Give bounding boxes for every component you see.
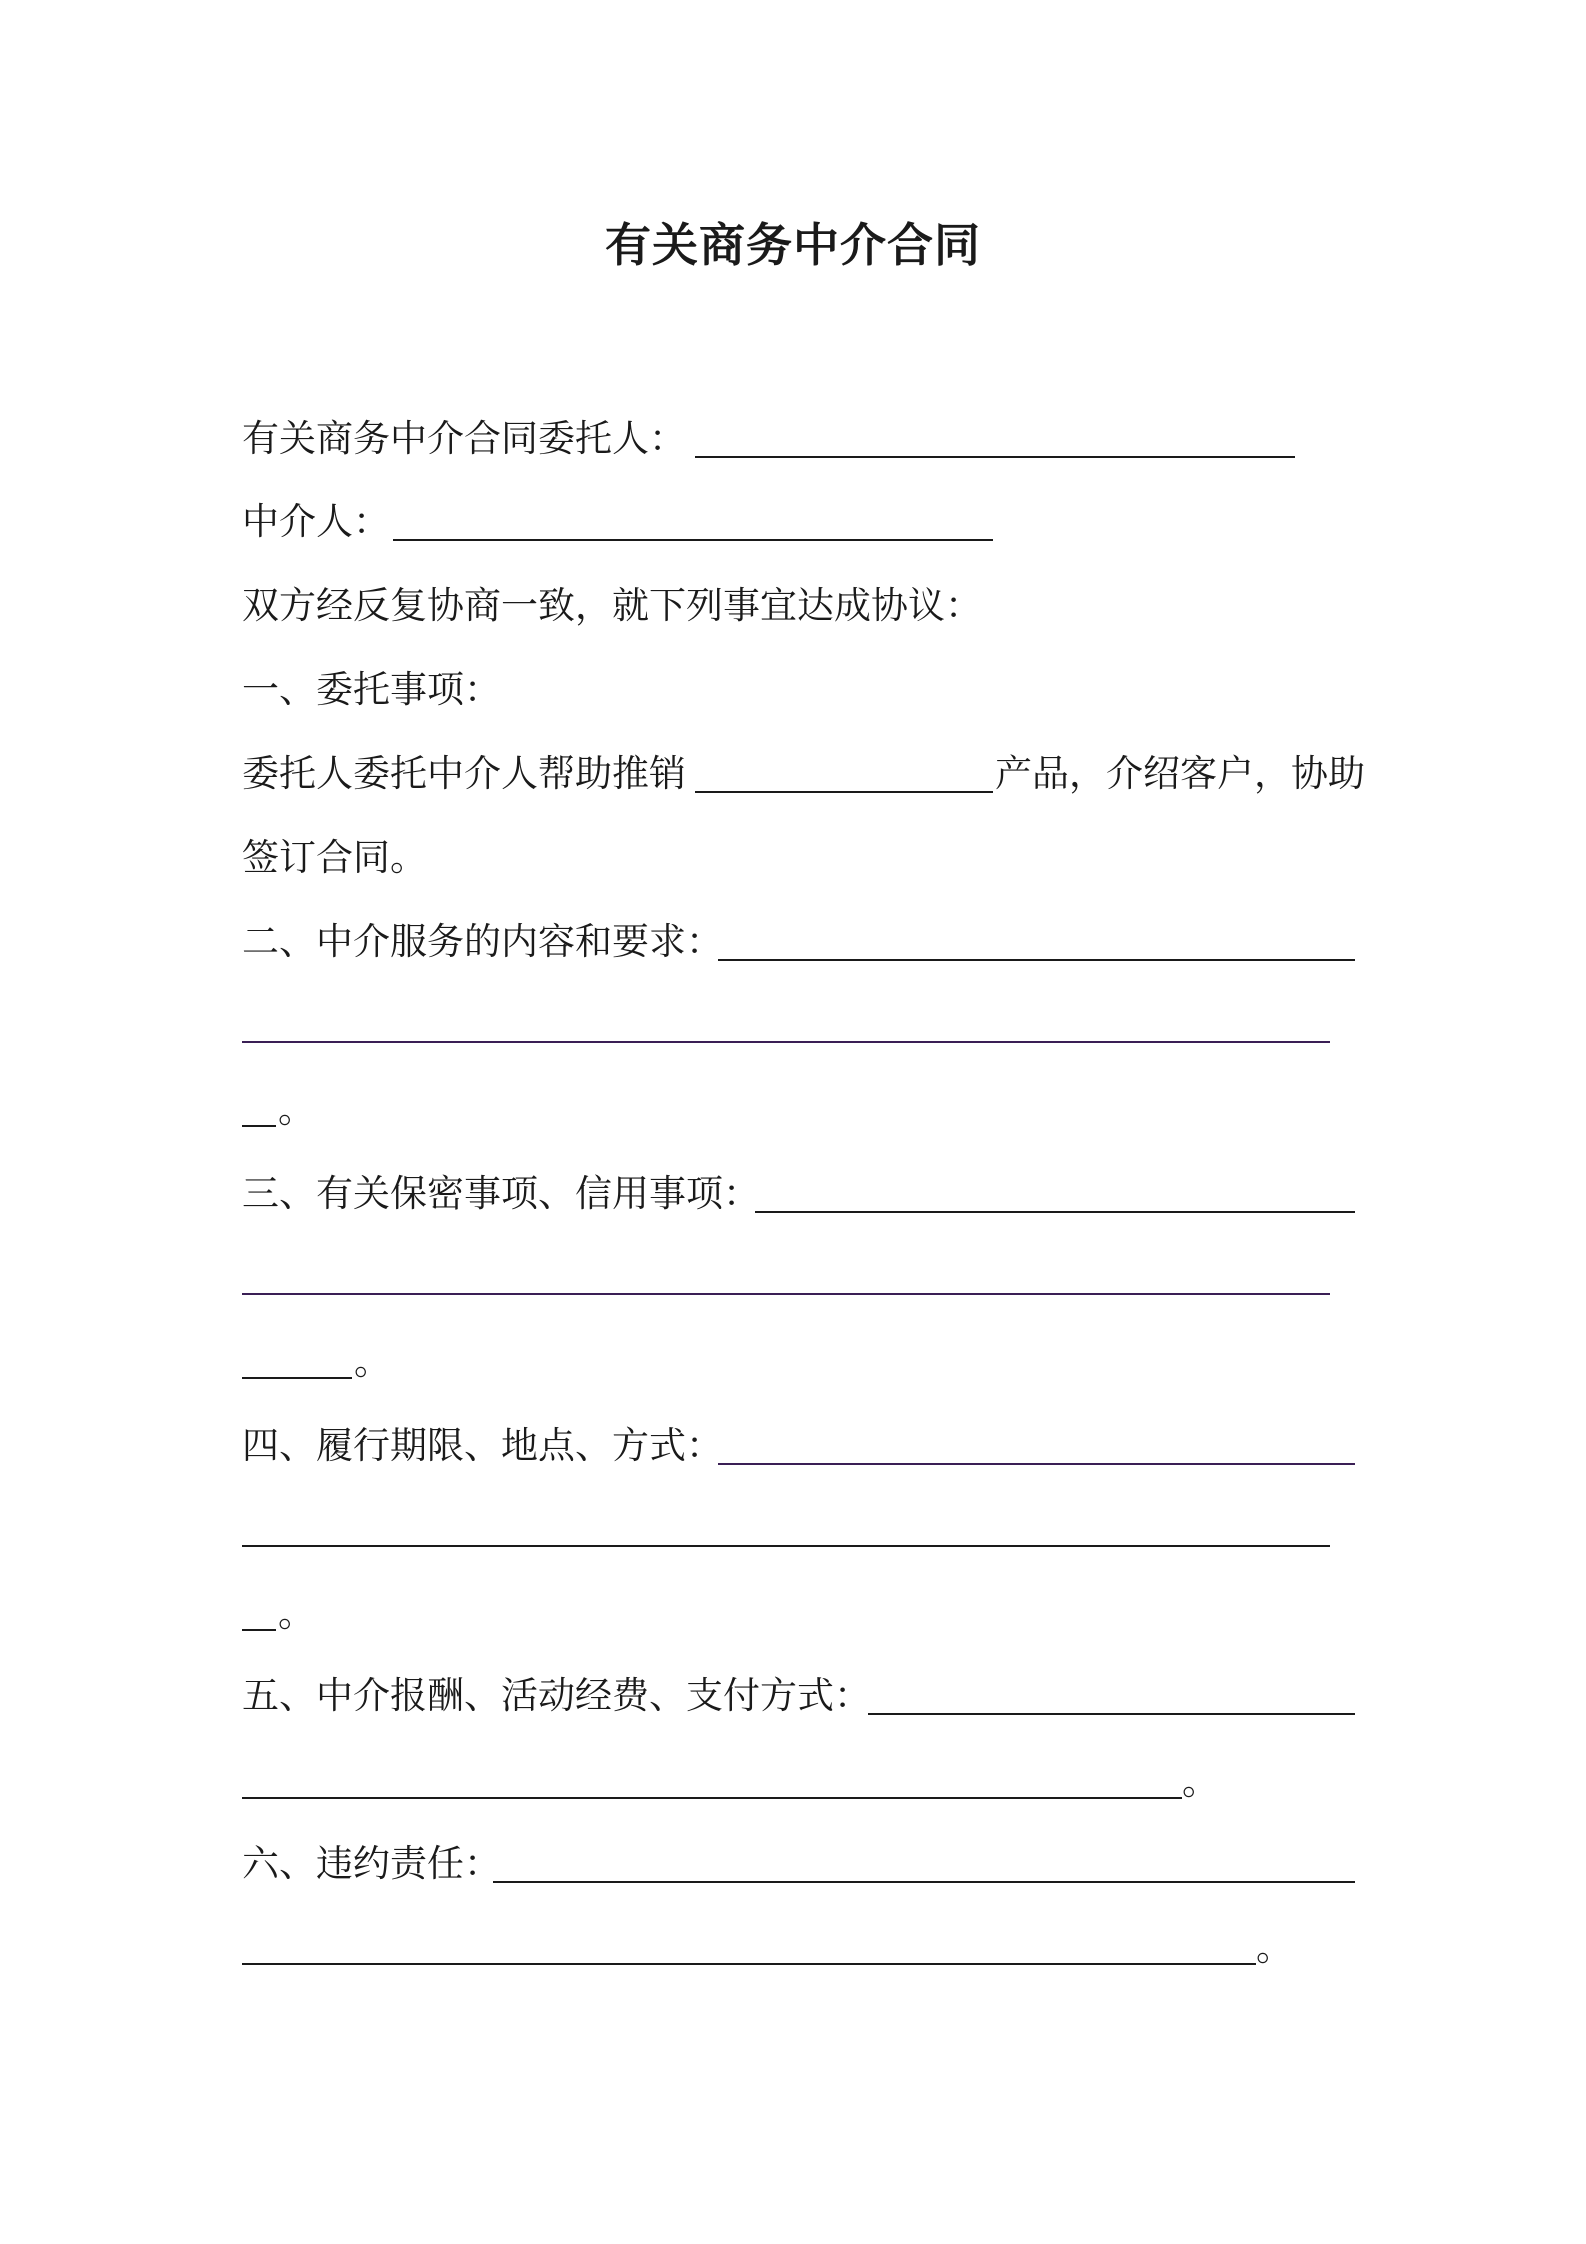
section-4-period: 。 bbox=[278, 1592, 315, 1635]
section-4-blank-1[interactable] bbox=[718, 1463, 1355, 1465]
section-4-heading: 四、履行期限、地点、方式： bbox=[242, 1424, 723, 1467]
intermediary-label: 中介人： bbox=[242, 500, 390, 543]
section-1-heading: 一、委托事项： bbox=[242, 668, 501, 711]
section-5-heading: 五、中介报酬、活动经费、支付方式： bbox=[242, 1674, 871, 1717]
client-blank[interactable] bbox=[695, 456, 1295, 458]
section-2-blank-3[interactable] bbox=[242, 1125, 276, 1127]
section-6-blank-1[interactable] bbox=[493, 1881, 1355, 1883]
section-2-blank-2[interactable] bbox=[242, 1041, 1330, 1043]
section-1-text-b: 产品，介绍客户，协助 bbox=[995, 752, 1365, 795]
section-2-blank-1[interactable] bbox=[718, 959, 1355, 961]
section-5-blank-2[interactable] bbox=[242, 1797, 1182, 1799]
section-3-blank-3[interactable] bbox=[242, 1377, 352, 1379]
intro-text: 双方经反复协商一致，就下列事宜达成协议： bbox=[242, 584, 982, 627]
section-1-text-a: 委托人委托中介人帮助推销 bbox=[242, 752, 686, 795]
section-5-period: 。 bbox=[1182, 1760, 1219, 1803]
product-blank[interactable] bbox=[695, 791, 993, 793]
section-2-period: 。 bbox=[278, 1088, 315, 1131]
section-6-period: 。 bbox=[1256, 1926, 1293, 1969]
section-1-text-c: 签订合同。 bbox=[242, 836, 427, 879]
intermediary-blank[interactable] bbox=[393, 539, 993, 541]
section-3-heading: 三、有关保密事项、信用事项： bbox=[242, 1172, 760, 1215]
section-3-period: 。 bbox=[354, 1340, 391, 1383]
section-4-blank-2[interactable] bbox=[242, 1545, 1330, 1547]
section-3-blank-1[interactable] bbox=[755, 1211, 1355, 1213]
section-2-heading: 二、中介服务的内容和要求： bbox=[242, 920, 723, 963]
document-title: 有关商务中介合同 bbox=[605, 218, 981, 272]
section-6-heading: 六、违约责任： bbox=[242, 1842, 501, 1885]
section-5-blank-1[interactable] bbox=[868, 1713, 1355, 1715]
section-3-blank-2[interactable] bbox=[242, 1293, 1330, 1295]
section-4-blank-3[interactable] bbox=[242, 1629, 276, 1631]
client-label: 有关商务中介合同委托人： bbox=[242, 417, 686, 460]
section-6-blank-2[interactable] bbox=[242, 1963, 1256, 1965]
